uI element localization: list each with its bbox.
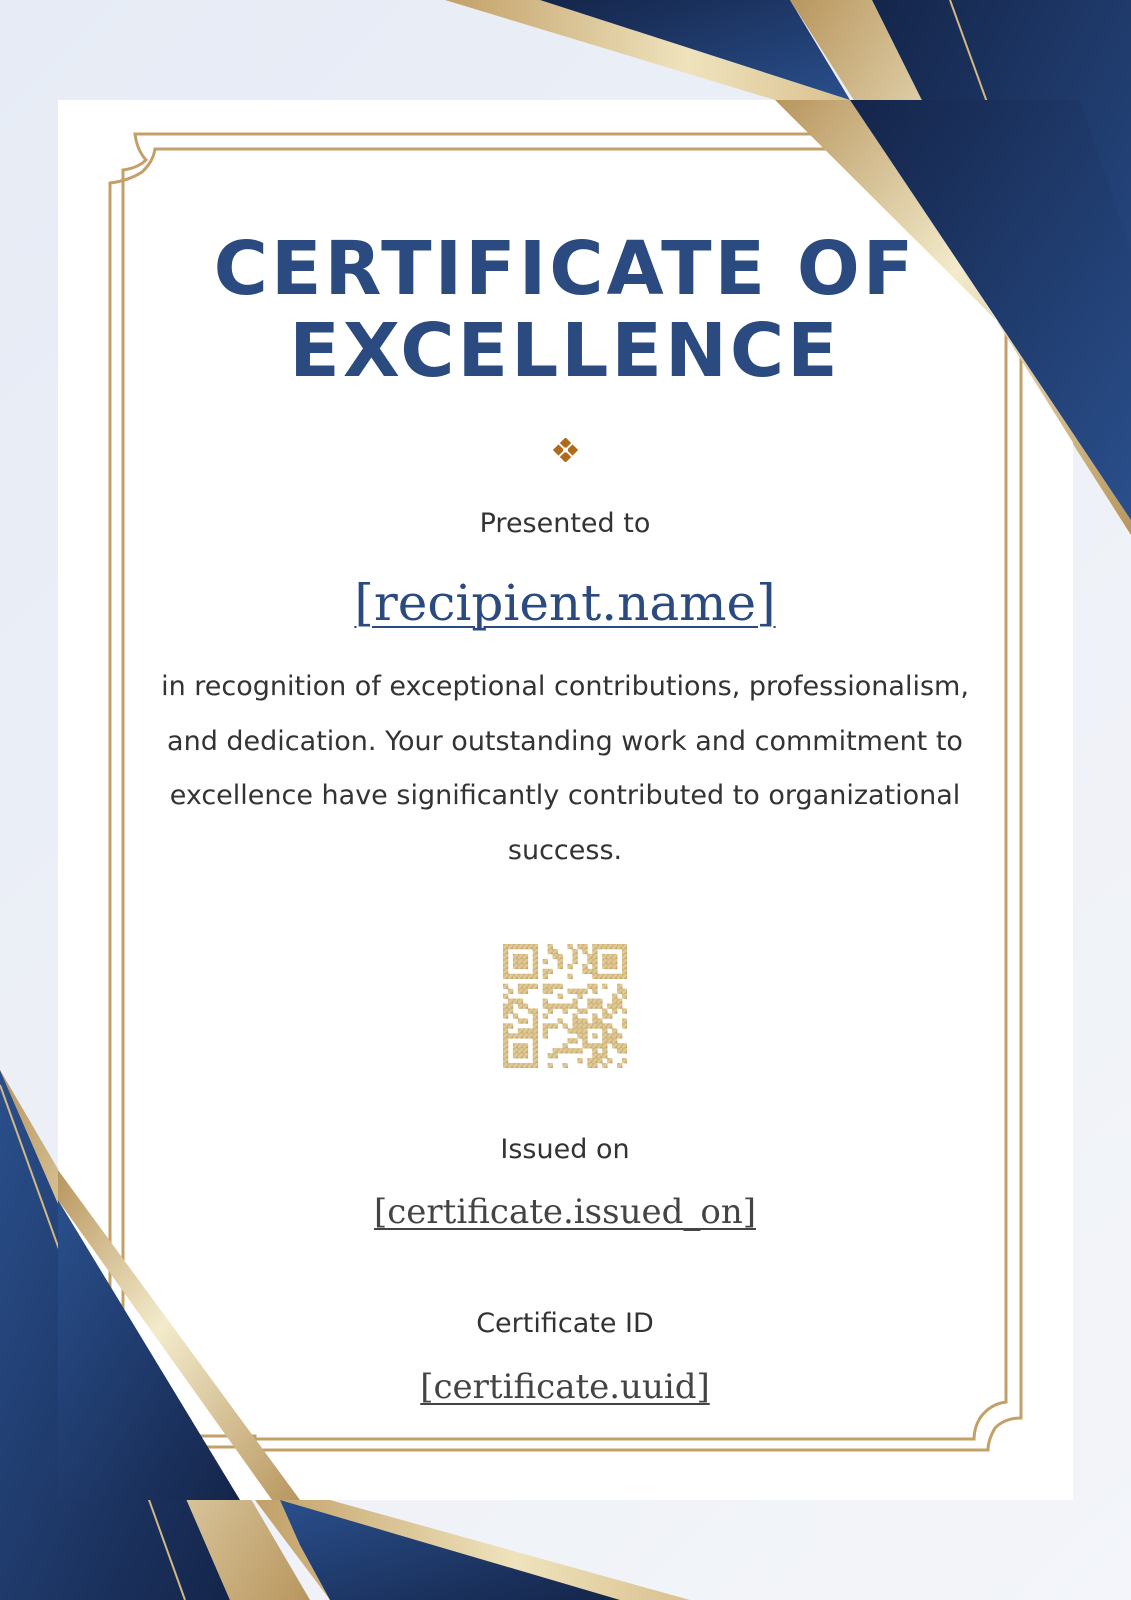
qr-code-icon [503,944,627,1068]
certificate-id-value [115,1365,1015,1409]
recipient-name-placeholder: [recipient.name] [354,574,776,632]
title-line-1: CERTIFICATE OF [213,226,917,312]
issued-on-placeholder: [certificate.issued_on] [374,1192,756,1232]
title-line-2: EXCELLENCE [289,308,841,394]
certificate-title [115,228,1015,392]
issued-on-label: Issued on [500,1134,630,1165]
presented-to-label: Presented to [479,508,651,539]
diamond-flourish-icon [233,438,898,462]
certificate-id-label: Certificate ID [476,1308,654,1339]
recognition-text: in recognition of exceptional contributions, professionalism, and dedication. Your outstanding work and commitment to excellence have significantly contributed to organizational success. [161,671,969,866]
issued-on-value [115,1190,1015,1234]
recipient-name [115,572,1015,634]
certificate-id-placeholder: [certificate.uuid] [420,1367,710,1407]
